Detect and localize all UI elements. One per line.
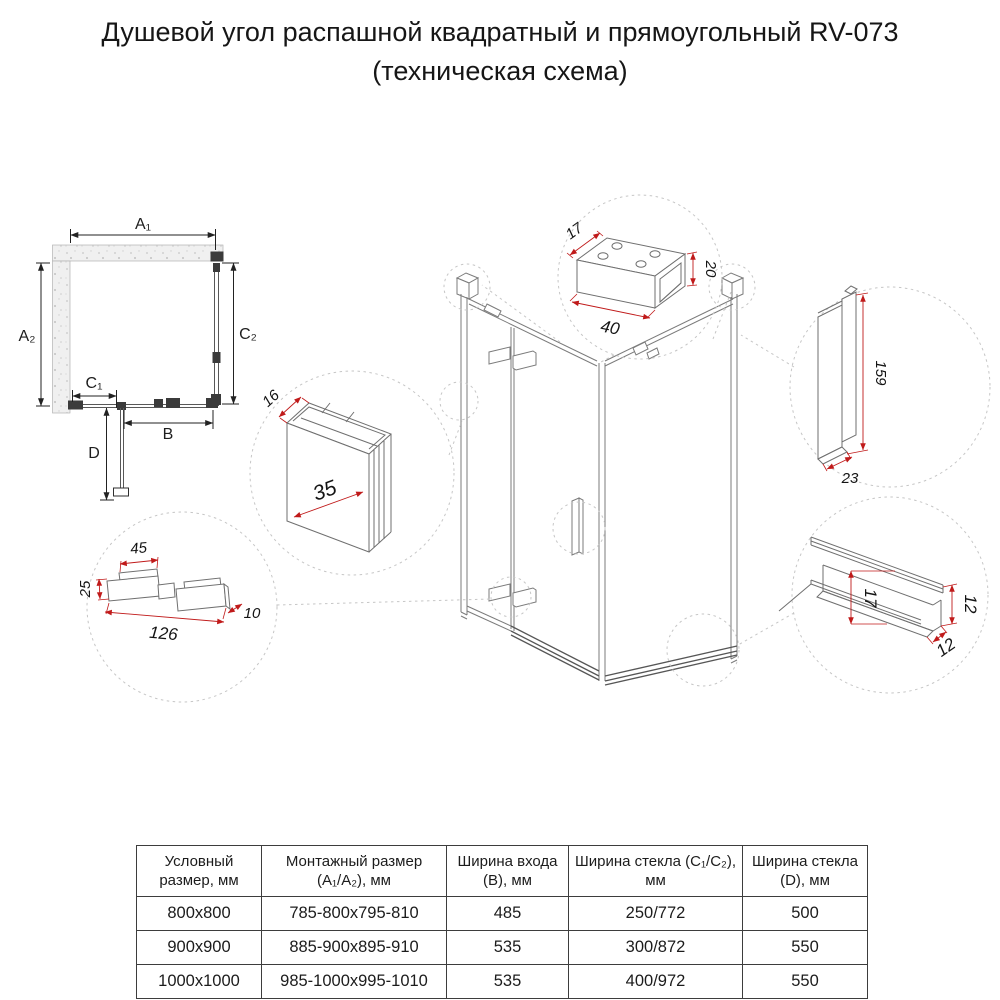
bottom-profile-dimensions [851,571,980,661]
hinge-profile-part [818,286,857,464]
cell-glass-d: 550 [743,931,868,965]
title-line-2: (техническая схема) [372,56,628,86]
cell-nominal: 1000x1000 [137,965,262,999]
hinge-profile-depth: 23 [841,470,859,487]
cell-glass-c: 400/972 [569,965,743,999]
plan-dim-c1: C₁ [85,375,103,392]
glass-hinge-clamp-width: 45 [129,539,148,558]
technical-drawing [0,105,1000,840]
iso-wall-profile-right [731,294,737,663]
wall-profile-depth: 16 [259,386,283,411]
iso-door-edge [511,327,514,631]
bottom-profile-height: 12 [961,594,980,614]
cell-nominal: 800x800 [137,897,262,931]
corner-bracket-height: 20 [702,260,719,278]
plan-wall-left [53,261,71,413]
iso-door-handle [572,498,583,555]
cell-entry: 485 [447,897,569,931]
plan-dim-a2: A₂ [18,328,36,345]
iso-rail-clamp-right [633,342,659,359]
cell-entry: 535 [447,965,569,999]
header-glass-width-d: Ширина стекла (D), мм [743,846,868,897]
cell-entry: 535 [447,931,569,965]
iso-wall-profile-left [461,294,467,619]
cell-mounting: 985-1000x995-1010 [262,965,447,999]
detail-wall-profile-section [250,371,454,575]
iso-wall-bracket-left [457,273,478,299]
cell-mounting: 785-800x795-810 [262,897,447,931]
glass-hinge-length: 126 [148,622,179,645]
corner-bracket-part [577,238,685,308]
wall-profile-width: 35 [309,476,340,506]
glass-hinge-thickness: 10 [243,605,261,622]
glass-hinge-height: 25 [77,580,94,598]
iso-hinge-top [489,347,536,370]
plan-wall-top [53,245,224,261]
bottom-profile-channel-height: 17 [861,588,880,608]
plan-view [19,216,257,500]
header-glass-width-c: Ширина стекла (C₁/C₂), мм [569,846,743,897]
detail-bottom-profile [779,497,988,693]
header-mounting-size: Монтажный размер (A₁/A₂), мм [262,846,447,897]
hinge-profile-height: 159 [872,360,889,386]
header-entry-width: Ширина входа (B), мм [447,846,569,897]
iso-view [440,264,755,686]
iso-top-rail-right [605,299,733,366]
table-row [137,897,868,931]
plan-glass-bottom [68,398,218,410]
detail-glass-hinge [77,512,277,702]
glass-hinge-part [107,569,230,611]
detail-hinge-profile [790,286,990,487]
detail-corner-bracket [558,195,722,359]
plan-dim-c2: C₂ [239,326,257,343]
size-table-header-row [137,846,868,897]
cell-glass-c: 300/872 [569,931,743,965]
cell-glass-c: 250/772 [569,897,743,931]
bottom-profile-depth: 12 [932,634,960,661]
iso-bottom-rails [467,606,737,685]
plan-dim-a1: A₁ [134,216,152,233]
page-title [0,13,1000,91]
plan-dim-b: B [162,426,174,443]
bottom-profile-part [779,537,943,637]
corner-bracket-depth: 17 [562,219,587,244]
iso-wall-bracket-right [722,273,743,299]
header-nominal-size: Условный размер, мм [137,846,262,897]
plan-door-open [114,402,129,496]
table-row [137,965,868,999]
table-row [137,931,868,965]
plan-dim-d: D [88,445,100,462]
title-line-1: Душевой угол распашной квадратный и прямоугольный RV-073 [101,17,899,47]
corner-bracket-length: 40 [598,316,622,339]
cell-glass-d: 500 [743,897,868,931]
cell-mounting: 885-900x895-910 [262,931,447,965]
plan-glass-right [211,252,224,407]
size-table [136,845,868,999]
cell-glass-d: 550 [743,965,868,999]
iso-focus-circles [440,264,755,686]
wall-profile-part [287,403,391,552]
cell-nominal: 900x900 [137,931,262,965]
